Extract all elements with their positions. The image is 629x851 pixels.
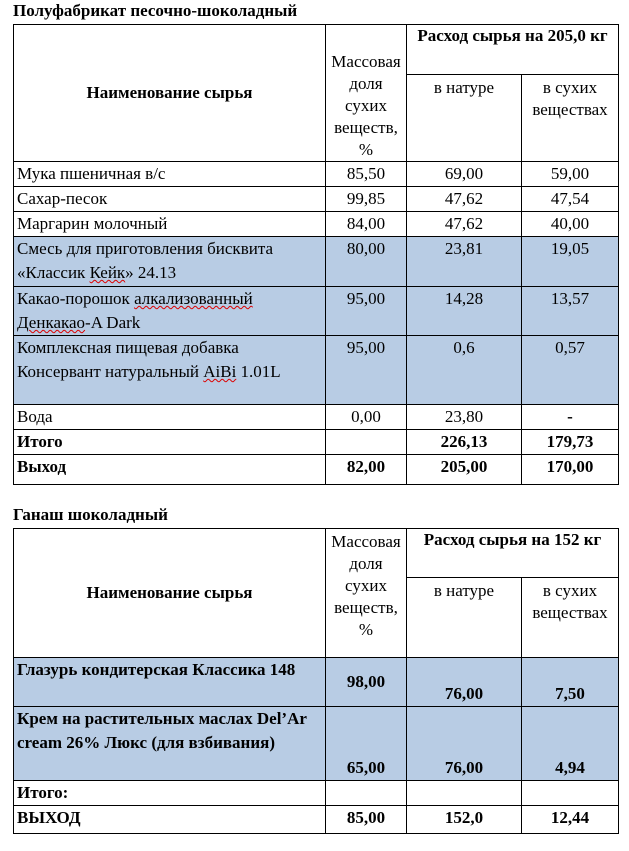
name-part: 1.01L [236,362,281,381]
ingredient-name [14,237,326,287]
natural-value: 76,00 [407,658,522,707]
dry-value: 13,57 [522,287,619,336]
mass-value: 0,00 [326,405,407,430]
table-row [14,707,619,781]
ingredient-name: Крем на растительных маслах Del’Ar cream 26% Люкс (для взбивания) [14,707,326,781]
dry-value: 40,00 [522,212,619,237]
header-row [14,25,619,75]
ingredient-name: Мука пшеничная в/с [14,162,326,187]
name-part: » 24.13 [125,263,177,282]
total-natural: 226,13 [407,430,522,455]
total-natural [407,781,522,806]
natural-value: 23,80 [407,405,522,430]
table-row [14,287,619,336]
section-title-semifinished: Полуфабрикат песочно-шоколадный [13,1,298,20]
ingredient-name: Глазурь кондитерская Классика 148 [14,658,326,707]
dry-value: - [522,405,619,430]
header-dry: в сухих веществах [522,578,619,658]
output-row [14,455,619,485]
mass-value: 80,00 [326,237,407,287]
header-consumption: Расход сырья на 152 кг [407,529,619,578]
table-row [14,162,619,187]
header-natural: в натуре [407,75,522,162]
table-row [14,237,619,287]
ingredient-name: Вода [14,405,326,430]
name-part-spellcheck: Денкакао [17,313,86,332]
dry-value: 47,54 [522,187,619,212]
dry-value: 0,57 [522,336,619,405]
section-title-ganache: Ганаш шоколадный [13,505,168,524]
name-part: -A Dark [85,313,141,332]
ingredient-name [14,287,326,336]
ingredient-name [14,336,326,405]
header-dry: в сухих веществах [522,75,619,162]
natural-value: 0,6 [407,336,522,405]
natural-value: 14,28 [407,287,522,336]
total-row [14,430,619,455]
natural-value: 47,62 [407,187,522,212]
natural-value: 23,81 [407,237,522,287]
output-natural: 205,00 [407,455,522,485]
mass-value: 98,00 [326,658,407,707]
ingredients-table-semifinished [13,24,619,485]
dry-value: 4,94 [522,707,619,781]
output-dry: 12,44 [522,806,619,834]
total-mass [326,781,407,806]
output-mass: 85,00 [326,806,407,834]
header-mass-fraction: Массовая доля сухих веществ, % [326,25,407,162]
name-part-spellcheck: AiBi [203,362,237,381]
table-row [14,212,619,237]
mass-value: 95,00 [326,287,407,336]
dry-value: 19,05 [522,237,619,287]
header-consumption: Расход сырья на 205,0 кг [407,25,619,75]
total-row [14,781,619,806]
ingredient-name: Сахар-песок [14,187,326,212]
output-mass: 82,00 [326,455,407,485]
header-mass-fraction: Массовая доля сухих веществ, % [326,529,407,658]
table-row [14,336,619,405]
natural-value: 76,00 [407,707,522,781]
mass-value: 65,00 [326,707,407,781]
natural-value: 47,62 [407,212,522,237]
name-part-spellcheck: алкализованный [134,289,253,308]
header-row [14,529,619,578]
total-mass [326,430,407,455]
output-label: ВЫХОД [14,806,326,834]
table-row [14,187,619,212]
output-row [14,806,619,834]
ingredient-name: Маргарин молочный [14,212,326,237]
output-natural: 152,0 [407,806,522,834]
mass-value: 84,00 [326,212,407,237]
output-dry: 170,00 [522,455,619,485]
natural-value: 69,00 [407,162,522,187]
name-part-spellcheck: Кейк [89,263,126,282]
total-label: Итого [14,430,326,455]
dry-value: 7,50 [522,658,619,707]
total-dry [522,781,619,806]
dry-value: 59,00 [522,162,619,187]
total-dry: 179,73 [522,430,619,455]
table-row [14,405,619,430]
name-part: Комплексная пищевая добавка Консервант натуральный [17,338,239,381]
header-natural: в натуре [407,578,522,658]
ingredients-table-ganache [13,528,619,834]
header-name: Наименование сырья [14,529,326,658]
header-name: Наименование сырья [14,25,326,162]
mass-value: 99,85 [326,187,407,212]
mass-value: 95,00 [326,336,407,405]
name-part: Смесь для приготовления бисквита «Классик [17,239,273,282]
total-label: Итого: [14,781,326,806]
name-part: Какао-порошок [17,289,135,308]
output-label: Выход [14,455,326,485]
mass-value: 85,50 [326,162,407,187]
table-row [14,658,619,707]
